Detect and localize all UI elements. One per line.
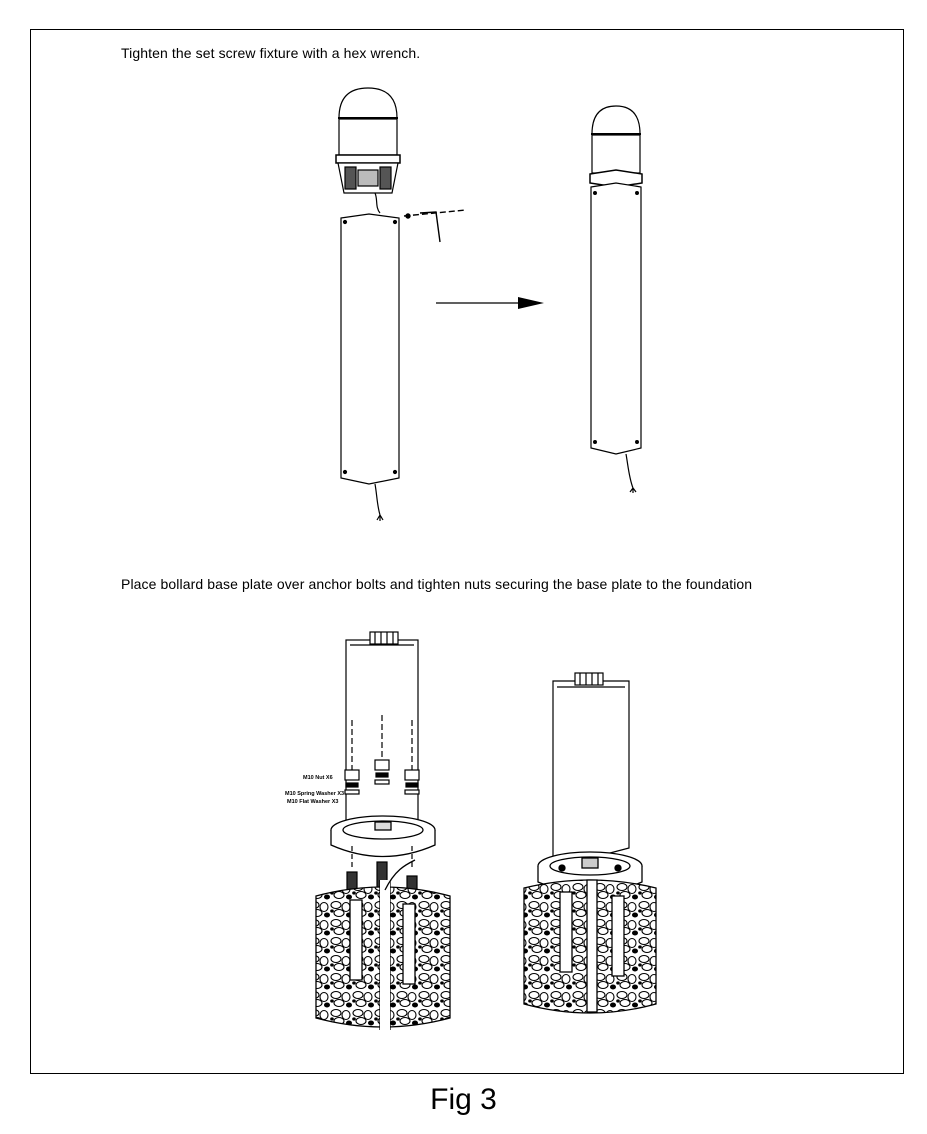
- figure-label: Fig 3: [430, 1083, 497, 1116]
- label-flat-washer: M10 Flat Washer X3: [287, 799, 339, 805]
- right-arrow-icon: [436, 297, 544, 309]
- fixture-head-separated: [336, 88, 400, 213]
- concrete-foundation-right: [524, 880, 656, 1013]
- fixture-installation-diagram: [0, 0, 927, 560]
- label-spring-washer: M10 Spring Washer X3: [285, 791, 345, 797]
- step2-instruction: Place bollard base plate over anchor bolts and tighten nuts securing the base plate to the foundation: [121, 576, 753, 592]
- concrete-foundation-left: [316, 860, 450, 1030]
- hex-wrench-icon: [404, 210, 466, 242]
- step1-instruction: Tighten the set screw fixture with a hex wrench.: [121, 45, 421, 61]
- base-plate-installation-diagram: [0, 600, 927, 1050]
- label-nut: M10 Nut X6: [303, 775, 333, 781]
- terminal-block: [370, 632, 398, 644]
- pole-section-left: [346, 632, 418, 826]
- bollard-pole-left: [341, 214, 399, 521]
- pole-section-right: [553, 673, 629, 868]
- bollard-assembled: [590, 106, 642, 493]
- base-plate-left: [331, 816, 435, 857]
